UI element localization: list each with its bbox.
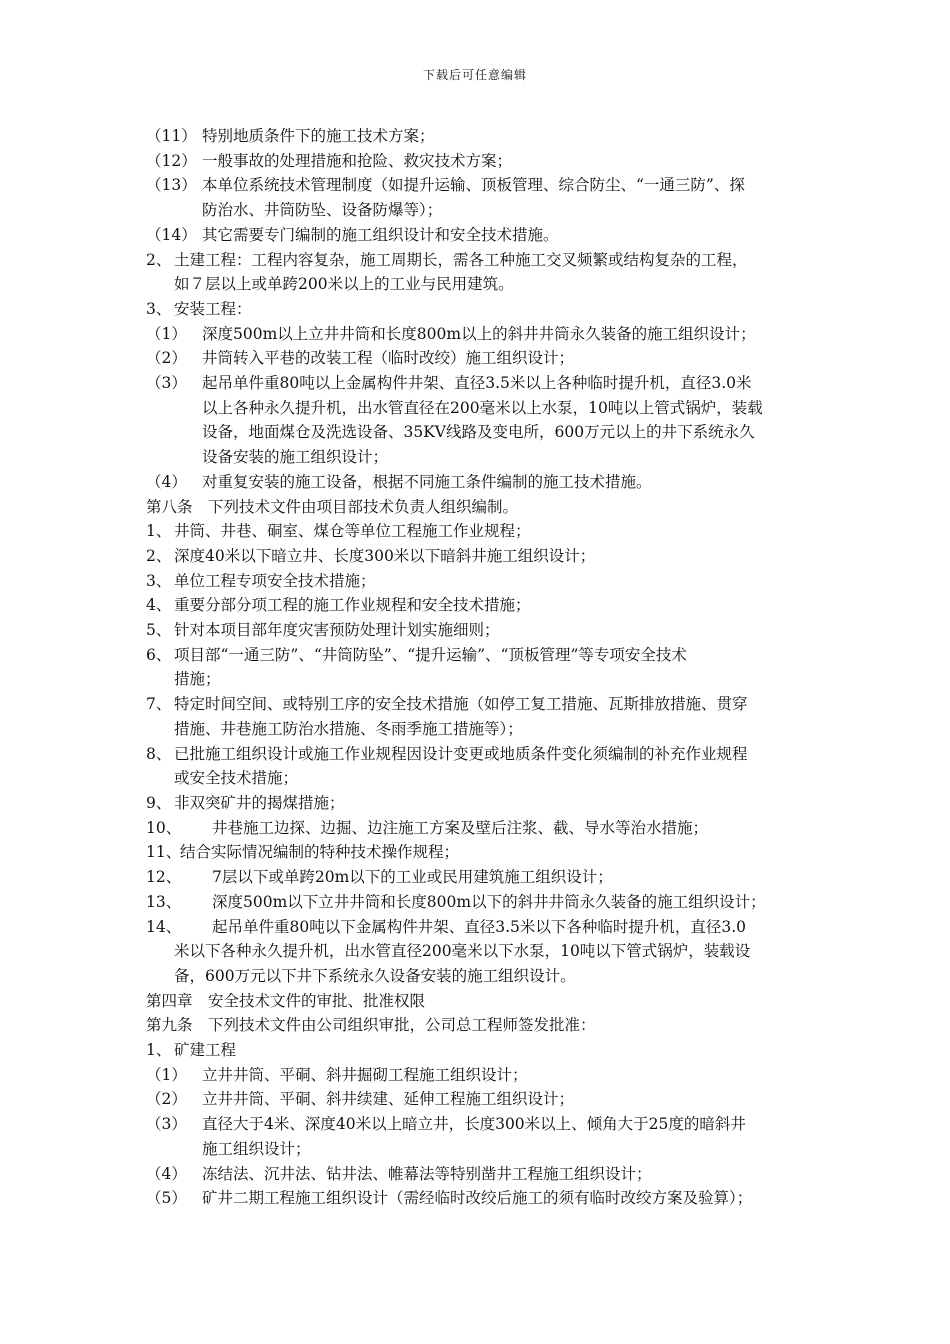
item-label: （11）: [146, 127, 197, 145]
list-item: [146, 618, 810, 643]
item-text: 井筒转入平巷的改装工程（临时改绞）施工组织设计；: [202, 349, 575, 368]
item-label: （13）: [146, 176, 197, 195]
item-text: 深度500m以下立井井筒和长度800m以下的斜井井筒永久装备的施工组织设计；: [212, 892, 766, 911]
list-item: [146, 297, 810, 322]
document-body: [146, 124, 810, 1211]
item-text: 非双突矿井的揭煤措施；: [174, 793, 345, 812]
list-item: [146, 692, 810, 717]
item-text: 深度500m以上立井井筒和长度800m以上的斜井井筒永久装备的施工组织设计；: [202, 324, 756, 343]
item-label: 3、: [146, 571, 172, 590]
article-heading: 第九条 下列技术文件由公司组织审批，公司总工程师签发批准：: [146, 1016, 596, 1035]
list-item: [146, 840, 810, 865]
item-text: 其它需要专门编制的施工组织设计和安全技术措施。: [202, 225, 559, 244]
list-item: [146, 816, 810, 841]
article-heading: 第八条 下列技术文件由项目部技术负责人组织编制。: [146, 497, 519, 516]
item-text-continued: 米以下各种永久提升机，出水管直径200毫米以下水泵，10吨以下管式锅炉，装载设: [174, 942, 751, 961]
item-label: 14、: [146, 917, 182, 936]
list-item: [146, 248, 810, 273]
item-text: 起吊单件重80吨以下金属构件井架、直径3.5米以下各种临时提升机，直径3.0: [212, 917, 747, 936]
item-text: 冻结法、沉井法、钻井法、帷幕法等特别凿井工程施工组织设计；: [202, 1164, 652, 1183]
item-label: （2）: [146, 1090, 187, 1109]
page-header: 下载后可任意编辑: [422, 68, 527, 82]
item-text: 土建工程：工程内容复杂，施工周期长，需各工种施工交叉频繁或结构复杂的工程，: [174, 250, 748, 269]
item-text: 直径大于4米、深度40米以上暗立井，长度300米以上、倾角大于25度的暗斜井: [202, 1115, 746, 1134]
item-text: 矿井二期工程施工组织设计（需经临时改绞后施工的须有临时改绞方案及验算）；: [202, 1189, 753, 1208]
item-text: 特定时间空间、或特别工序的安全技术措施（如停工复工措施、瓦斯排放措施、贯穿: [174, 695, 748, 714]
item-label: 12、: [146, 868, 182, 887]
item-text: 安装工程：: [174, 299, 252, 318]
list-item: [146, 593, 810, 618]
item-label: （2）: [146, 349, 187, 368]
item-text: 立井井筒、平硐、斜井掘砌工程施工组织设计；: [202, 1065, 528, 1084]
item-label: （4）: [146, 472, 187, 491]
item-text-continued: 施工组织设计；: [202, 1139, 311, 1158]
item-text-continued: 备，600万元以下井下系统永久设备安装的施工组织设计。: [174, 966, 576, 985]
item-text: 井筒、井巷、硐室、煤仓等单位工程施工作业规程；: [174, 522, 531, 541]
list-item: [146, 1087, 810, 1112]
item-label: 1、: [146, 522, 172, 541]
item-text: 结合实际情况编制的特种技术操作规程；: [180, 843, 460, 862]
item-text: 重要分部分项工程的施工作业规程和安全技术措施；: [174, 596, 531, 615]
item-label: 11、: [146, 843, 182, 862]
item-text: 立井井筒、平硐、斜井续建、延伸工程施工组织设计；: [202, 1090, 575, 1109]
item-text: 已批施工组织设计或施工作业规程因设计变更或地质条件变化须编制的补充作业规程: [174, 744, 748, 763]
list-item: [146, 470, 810, 495]
list-item: [146, 322, 810, 347]
list-item: [146, 544, 810, 569]
item-label: （5）: [146, 1189, 187, 1208]
item-text: 本单位系统技术管理制度（如提升运输、顶板管理、综合防尘、“一通三防”、探: [202, 176, 745, 195]
item-text: 一般事故的处理措施和抢险、救灾技术方案；: [202, 151, 513, 170]
item-text: 深度40米以下暗立井、长度300米以下暗斜井施工组织设计；: [174, 546, 596, 565]
item-text-continued: 措施；: [174, 670, 221, 689]
list-item: [146, 519, 810, 544]
item-label: 4、: [146, 596, 172, 615]
list-item: [146, 1063, 810, 1088]
list-item: [146, 173, 810, 198]
item-label: （4）: [146, 1164, 187, 1183]
list-item: [146, 124, 810, 149]
list-item: [146, 346, 810, 371]
list-item: [146, 915, 810, 940]
item-text: 矿建工程: [174, 1041, 237, 1060]
list-item: [146, 371, 810, 396]
list-item: [146, 149, 810, 174]
item-text: 对重复安装的施工设备，根据不同施工条件编制的施工技术措施。: [202, 472, 652, 491]
list-item: [146, 223, 810, 248]
item-text: 7层以下或单跨20m以下的工业或民用建筑施工组织设计；: [212, 868, 613, 887]
item-label: （1）: [146, 324, 187, 343]
list-item: [146, 890, 810, 915]
item-label: 2、: [146, 546, 172, 565]
list-item: [146, 1112, 810, 1137]
item-text-continued: 设备，地面煤仓及洗选设备、35KV线路及变电所，600万元以上的井下系统永久: [202, 423, 755, 442]
item-label: （14）: [146, 225, 197, 244]
item-label: （3）: [146, 374, 187, 393]
list-item: [146, 1162, 810, 1187]
item-label: 8、: [146, 744, 172, 763]
item-label: 10、: [146, 818, 182, 837]
item-text-continued: 措施、井巷施工防治水措施、冬雨季施工措施等）；: [174, 719, 523, 738]
item-label: 3、: [146, 299, 172, 318]
item-text: 单位工程专项安全技术措施；: [174, 571, 376, 590]
list-item: [146, 569, 810, 594]
list-item: [146, 1186, 810, 1211]
list-item: [146, 865, 810, 890]
item-label: 13、: [146, 892, 182, 911]
item-text: 起吊单件重80吨以上金属构件井架、直径3.5米以上各种临时提升机，直径3.0米: [202, 374, 752, 393]
item-text: 特别地质条件下的施工技术方案；: [202, 127, 435, 145]
item-text-continued: 如７层以上或单跨200米以上的工业与民用建筑。: [174, 275, 514, 294]
item-text: 项目部“一通三防”、“井筒防坠”、“提升运输”、“顶板管理”等专项安全技术: [174, 645, 687, 664]
item-label: 9、: [146, 793, 172, 812]
item-label: 5、: [146, 621, 172, 640]
item-text-continued: 或安全技术措施；: [174, 769, 299, 788]
item-label: （3）: [146, 1115, 187, 1134]
list-item: [146, 1038, 810, 1063]
item-label: 1、: [146, 1041, 172, 1060]
item-text-continued: 设备安装的施工组织设计；: [202, 448, 389, 467]
chapter-heading: 第四章 安全技术文件的审批、批准权限: [146, 991, 426, 1010]
list-item: [146, 643, 810, 668]
item-text: 井巷施工边探、边掘、边注施工方案及壁后注浆、截、导水等治水措施；: [212, 818, 709, 837]
item-label: 2、: [146, 250, 172, 269]
list-item: [146, 791, 810, 816]
item-label: （12）: [146, 151, 197, 170]
item-text: 针对本项目部年度灾害预防处理计划实施细则；: [174, 621, 500, 640]
list-item: [146, 742, 810, 767]
item-text-continued: 以上各种永久提升机，出水管直径在200毫米以上水泵，10吨以上管式锅炉，装载: [202, 398, 763, 417]
item-label: 6、: [146, 645, 172, 664]
item-text-continued: 防治水、井筒防坠、设备防爆等）；: [202, 201, 443, 220]
item-label: 7、: [146, 695, 172, 714]
item-label: （1）: [146, 1065, 187, 1084]
